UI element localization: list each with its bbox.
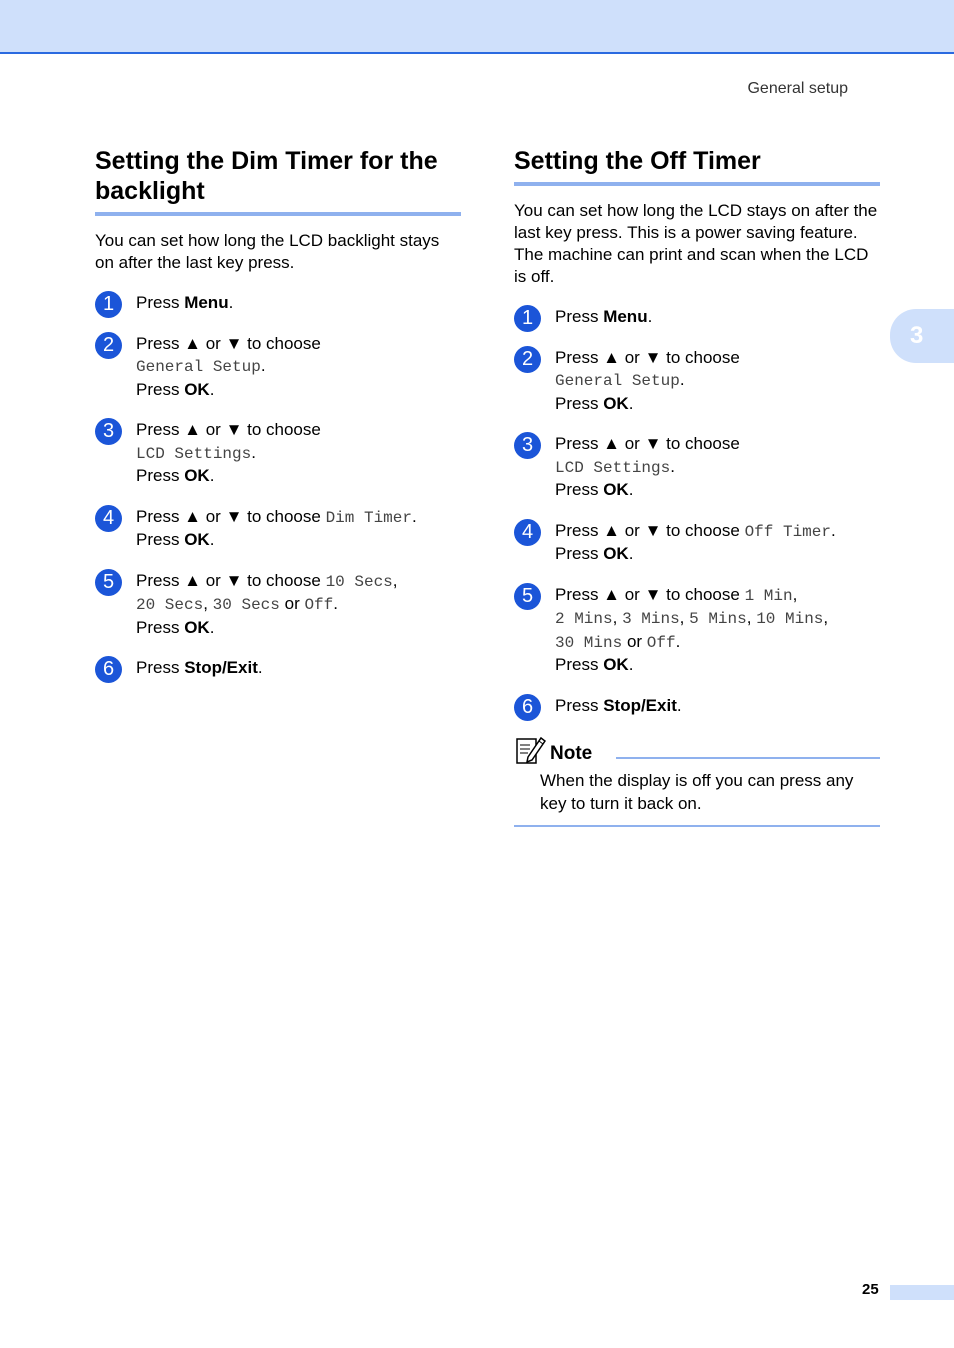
- step-4: [514, 520, 880, 566]
- punct: .: [830, 520, 836, 540]
- step-text: Press: [555, 393, 604, 413]
- step-number: 5: [514, 583, 541, 610]
- step-text: Press: [555, 655, 604, 674]
- running-title: General setup: [747, 80, 848, 97]
- step-5: [95, 570, 461, 640]
- punct: .: [209, 617, 215, 637]
- key-name: Stop/Exit: [603, 695, 677, 715]
- punct: .: [333, 594, 338, 613]
- key-name: OK: [184, 466, 210, 485]
- step-6: [514, 695, 880, 718]
- key-name: Menu: [603, 307, 648, 326]
- punct: .: [260, 356, 266, 375]
- punct: ,: [679, 608, 690, 627]
- punct: .: [628, 393, 634, 413]
- punct: ,: [612, 608, 623, 627]
- punct: .: [209, 379, 215, 399]
- step-3: [514, 433, 880, 502]
- punct: .: [647, 307, 653, 326]
- lcd-option: Off: [646, 633, 676, 652]
- step-text: Press: [136, 379, 185, 399]
- key-name: OK: [603, 544, 629, 563]
- step-5: [514, 584, 880, 677]
- footer-band: [890, 1285, 954, 1300]
- key-name: OK: [603, 393, 629, 413]
- lcd-option: 10 Mins: [756, 610, 824, 628]
- step-1: [514, 306, 880, 329]
- step-number: 3: [95, 418, 122, 445]
- lcd-option: 1 Min: [744, 586, 793, 605]
- step-list: [95, 292, 461, 680]
- punct: .: [257, 658, 263, 677]
- punct: .: [628, 480, 634, 499]
- step-number: 2: [95, 332, 122, 359]
- step-text: Press ▲ or ▼ to choose: [136, 420, 321, 439]
- note-bottom-rule: [514, 825, 880, 827]
- punct: .: [411, 506, 417, 526]
- punct: .: [675, 631, 681, 651]
- step-number: 4: [95, 505, 122, 532]
- step-text: Press: [136, 293, 185, 312]
- key-name: OK: [603, 655, 629, 674]
- step-number: 6: [514, 694, 541, 721]
- step-text: Press: [555, 307, 604, 326]
- step-number: 1: [95, 291, 122, 318]
- step-text: or: [622, 631, 647, 651]
- key-name: OK: [184, 617, 210, 637]
- off-timer-section: [514, 146, 880, 827]
- step-text: Press ▲ or ▼ to choose: [555, 347, 740, 367]
- lcd-option: 2 Mins: [555, 610, 613, 628]
- lcd-option: 3 Mins: [622, 610, 680, 628]
- punct: .: [679, 370, 685, 389]
- key-name: OK: [184, 530, 210, 549]
- step-text: Press ▲ or ▼ to choose: [136, 570, 326, 590]
- step-text: or: [279, 594, 305, 613]
- punct: .: [628, 544, 634, 563]
- punct: .: [251, 442, 256, 462]
- punct: .: [209, 466, 215, 485]
- step-text: Press: [136, 658, 185, 677]
- lcd-option: 30 Mins: [555, 633, 623, 652]
- section-title: Setting the Dim Timer for the backlight: [95, 146, 461, 216]
- step-text: Press: [136, 466, 185, 485]
- punct: .: [209, 530, 215, 549]
- lcd-option: 5 Mins: [689, 610, 747, 628]
- step-2: [95, 333, 461, 402]
- step-number: 5: [95, 569, 122, 596]
- step-1: [95, 292, 461, 315]
- note-body: When the display is off you can press any key to turn it back on.: [540, 771, 854, 813]
- chapter-tab: 3: [890, 309, 954, 363]
- punct: .: [676, 695, 682, 715]
- note-box: [514, 735, 880, 827]
- step-number: 3: [514, 432, 541, 459]
- step-number: 2: [514, 346, 541, 373]
- key-name: OK: [603, 480, 629, 499]
- step-text: Press ▲ or ▼ to choose: [555, 584, 745, 604]
- lcd-option: Off: [304, 596, 334, 614]
- punct: ,: [823, 608, 829, 627]
- page-number: 25: [862, 1281, 879, 1298]
- section-title: Setting the Off Timer: [514, 146, 880, 186]
- step-3: [95, 419, 461, 488]
- punct: ,: [203, 594, 213, 613]
- step-4: [95, 506, 461, 552]
- key-name: OK: [184, 379, 210, 399]
- step-text: Press: [555, 480, 604, 499]
- section-intro: You can set how long the LCD stays on after the last key press. This is a power saving feature. The machine can print and scan when the LCD is off.: [514, 201, 878, 286]
- step-text: Press ▲ or ▼ to choose: [555, 434, 740, 453]
- lcd-option: General Setup: [136, 358, 261, 376]
- punct: ,: [792, 584, 798, 604]
- lcd-option: 20 Secs: [136, 596, 204, 614]
- punct: ,: [746, 608, 757, 627]
- dim-timer-section: [95, 146, 461, 698]
- step-text: Press ▲ or ▼ to choose: [136, 333, 321, 353]
- punct: ,: [392, 570, 398, 590]
- lcd-option: Off Timer: [744, 522, 831, 541]
- note-title: Note: [550, 743, 593, 764]
- lcd-option: General Setup: [555, 372, 680, 390]
- section-intro: You can set how long the LCD backlight stays on after the last key press.: [95, 231, 440, 272]
- key-name: Menu: [184, 293, 229, 312]
- step-text: Press ▲ or ▼ to choose: [136, 506, 326, 526]
- note-pencil-icon: [514, 735, 546, 765]
- lcd-option: Dim Timer: [325, 508, 412, 527]
- step-number: 6: [95, 656, 122, 683]
- punct: .: [628, 655, 634, 674]
- lcd-option: 30 Secs: [212, 596, 280, 614]
- step-number: 4: [514, 519, 541, 546]
- step-list: [514, 306, 880, 717]
- note-header: [514, 735, 880, 765]
- header-band: [0, 0, 954, 54]
- step-2: [514, 347, 880, 416]
- step-text: Press: [555, 544, 604, 563]
- punct: .: [670, 456, 675, 476]
- step-text: Press ▲ or ▼ to choose: [555, 520, 745, 540]
- lcd-option: 10 Secs: [325, 572, 393, 591]
- step-text: Press: [136, 530, 185, 549]
- key-name: Stop/Exit: [184, 658, 258, 677]
- step-text: Press: [555, 695, 604, 715]
- step-6: [95, 657, 461, 680]
- step-text: Press: [136, 617, 185, 637]
- step-number: 1: [514, 305, 541, 332]
- lcd-option: LCD Settings: [555, 458, 671, 477]
- punct: .: [228, 293, 234, 312]
- note-rule: [616, 757, 880, 759]
- lcd-option: LCD Settings: [136, 444, 252, 463]
